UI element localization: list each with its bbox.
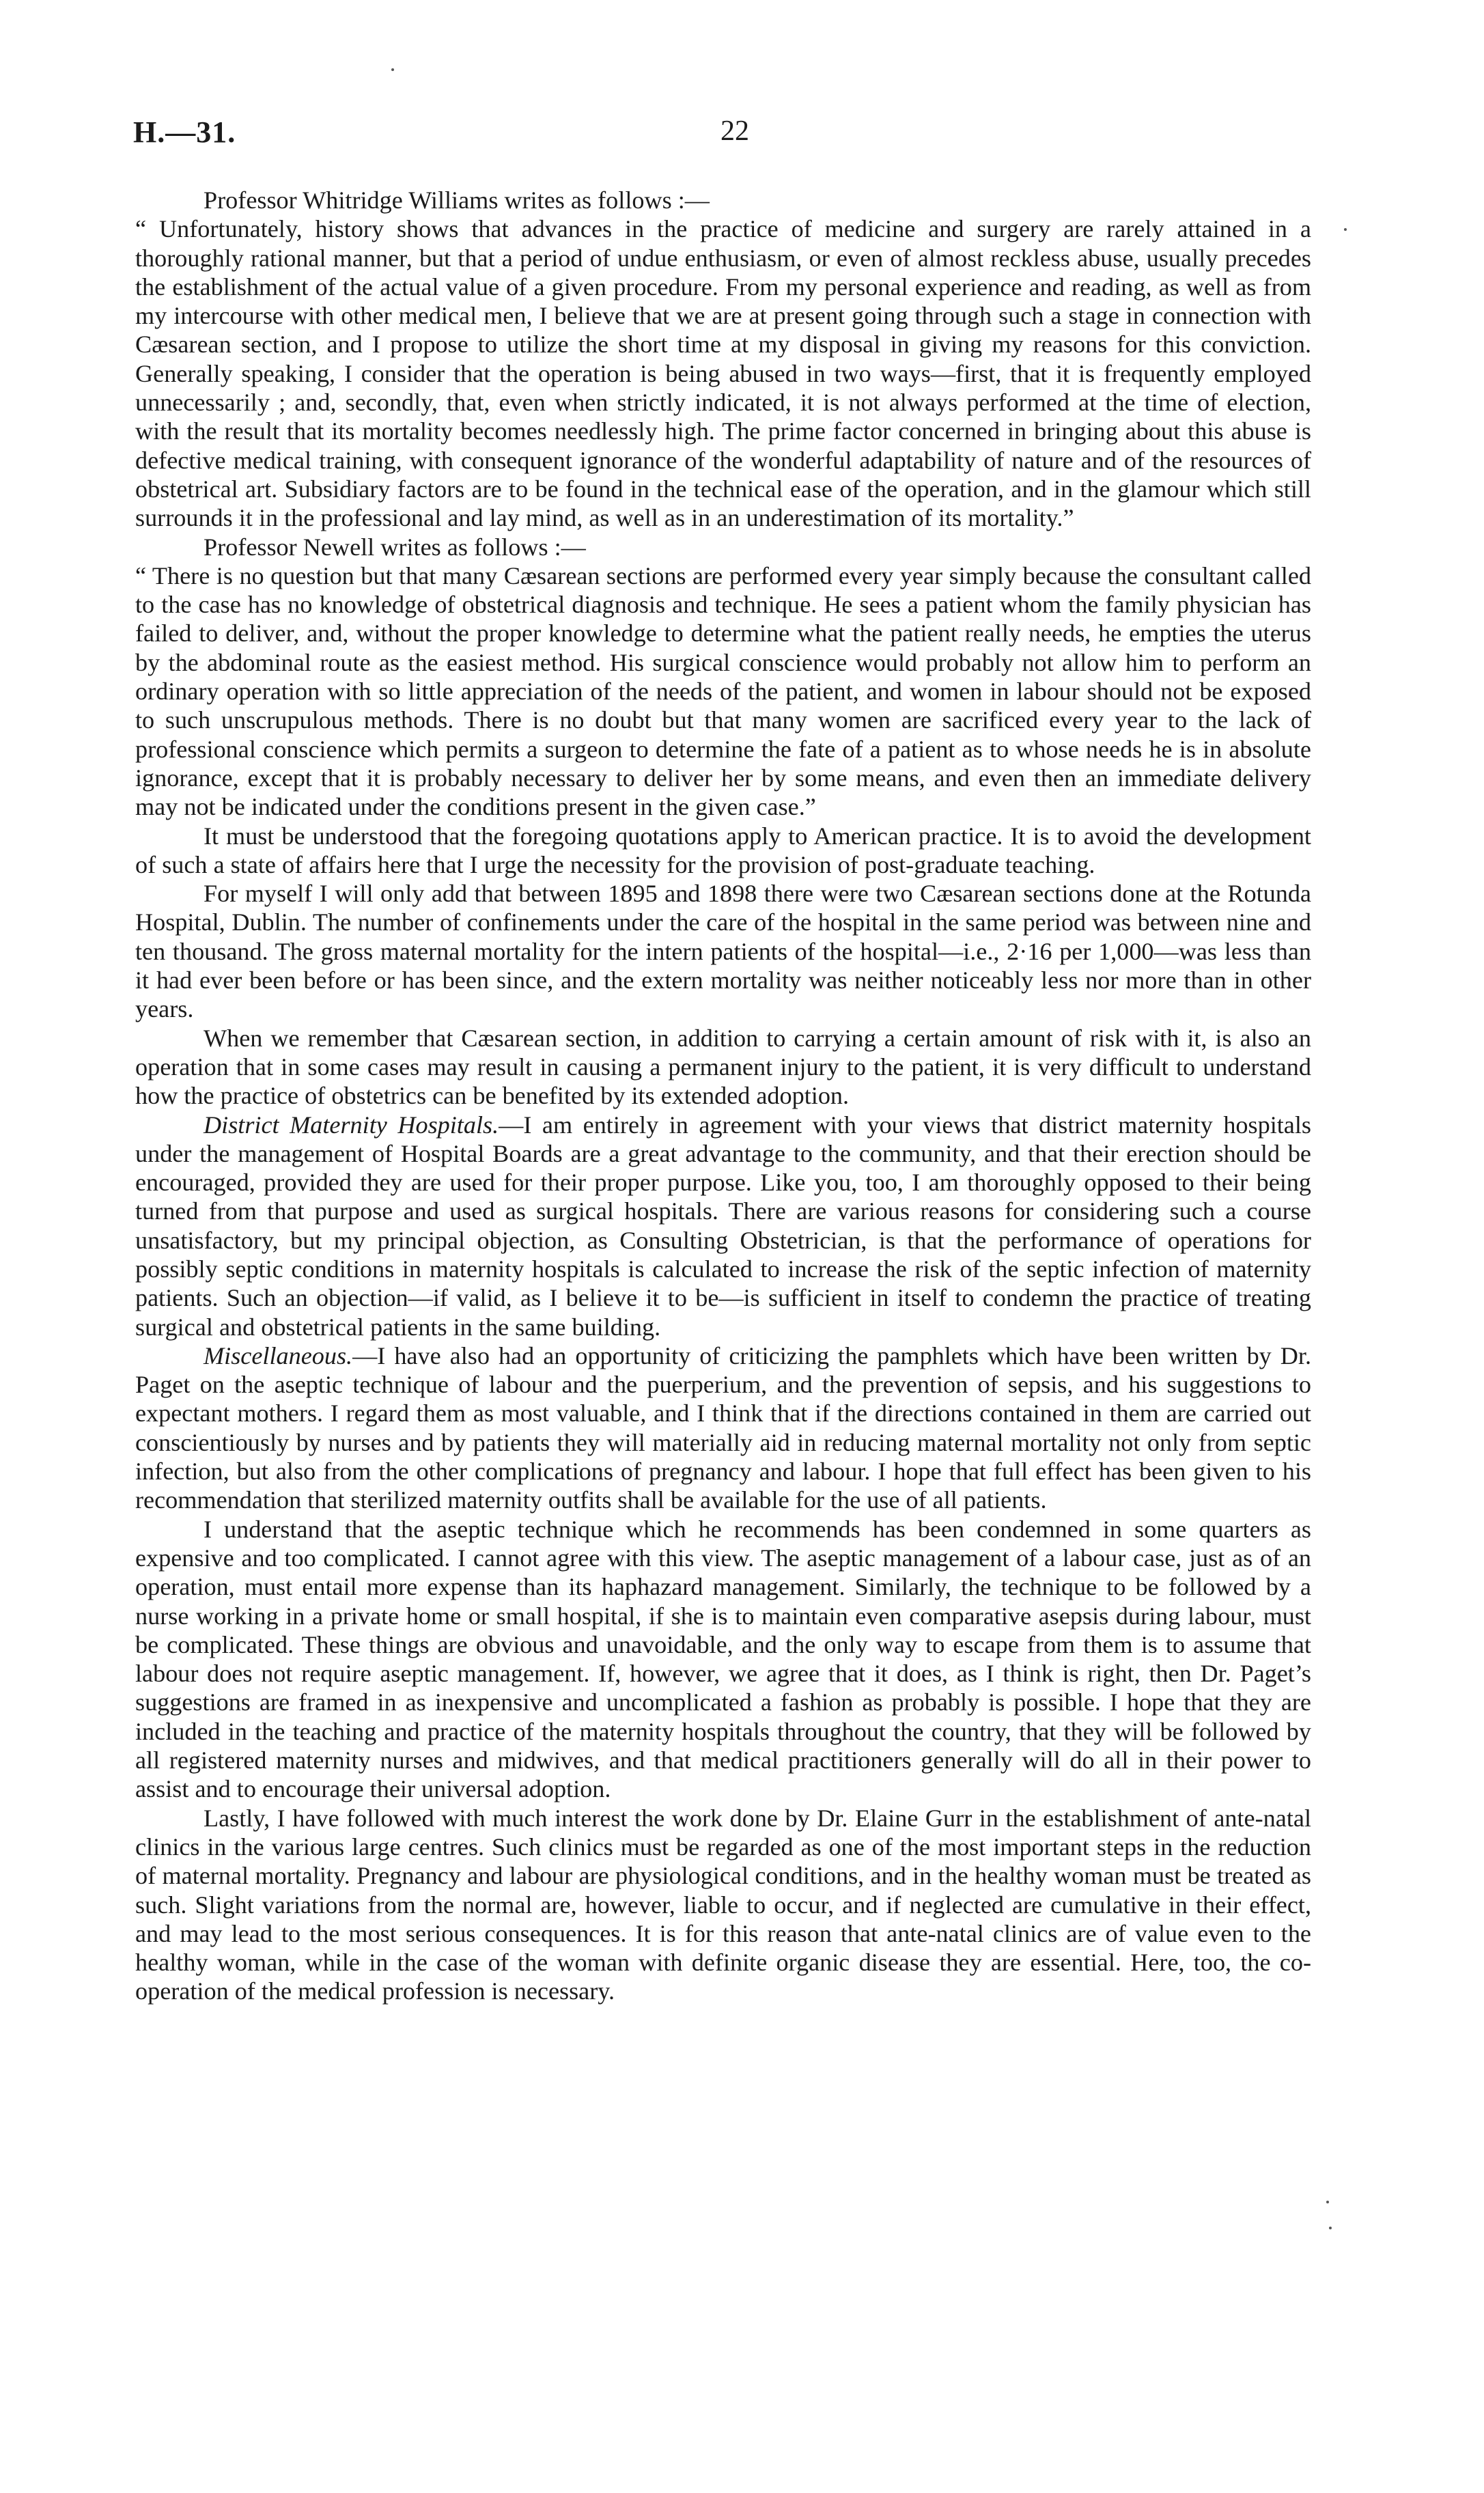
quote-newell: “ There is no question but that many Cæsarean sections are performed every year simply because the consultant called to the case has no knowledge of obstetrical diagnosis and technique. He sees a patient whom the family physician has failed to deliver, and, without the proper knowledge to determine what the patient really needs, he empties the uterus by the abdominal route as the easiest method. His surgical conscience would probably not allow him to perform an ordinary operation with so little appreciation of the needs of the patient, and women in labour should not be exposed to such unscrupulous methods. There is no doubt but that many women are sacrificed every year to the lack of professional conscience which permits a surgeon to determine the fate of a patient as to whose needs he is in absolute ignorance, except that it is probably necessary to deliver her by some means, and even then an immediate delivery may not be indicated under the conditions present in the given case.” — [135, 561, 1311, 821]
paragraph-rotunda-hospital: For myself I will only add that between 1895 and 1898 there were two Cæsarean sections done at the Rotunda Hospital, Dublin. The number of confinements under the care of the hospital in the same period was between nine and ten thousand. The gross maternal mortality for the intern patients of the hospital—i.e., 2·16 per 1,000—was less than it had ever been before or has been since, and the extern mortality was neither noticeably less nor more than in other years. — [135, 880, 1311, 1023]
stray-ink-mark — [1329, 2227, 1332, 2229]
page-number: 22 — [720, 115, 749, 147]
stray-ink-mark — [391, 68, 394, 71]
paragraph-aseptic-technique: I understand that the aseptic technique which he recommends has been condemned in some quarters as expensive and too complicated. I cannot agree with this view. The aseptic management of a labour case, just as of an operation, must entail more expense than its haphazard management. Similarly, the technique to be followed by a nurse working in a private home or small hospital, if she is to maintain even comparative asepsis during labour, must be complicated. These things are obvious and unavoidable, and the only way to escape from them is to assume that labour does not require aseptic management. If, however, we agree that it does, as I think is right, then Dr. Paget’s suggestions are framed in as inexpensive and uncomplicated a fashion as probably is possible. I hope that they are included in the teaching and practice of the maternity hospitals throughout the country, that they will be followed by all registered maternity nurses and midwives, and that medical practitioners generally will do all in their power to assist and to encourage their universal adoption. — [135, 1515, 1311, 1803]
paragraph-caesarean-risk: When we remember that Cæsarean section, in addition to carrying a certain amount of risk with it, is also an operation that in some cases may result in causing a permanent injury to the patient, it is very difficult to understand how the practice of obstetrics can be benefited by its extended adoption. — [135, 1024, 1311, 1110]
section-heading-miscellaneous: Miscellaneous. — [204, 1341, 353, 1369]
document-reference: H.—31. — [133, 115, 236, 149]
section-heading-district-maternity: District Maternity Hospitals. — [204, 1111, 499, 1139]
quote-williams: “ Unfortunately, history shows that advances in the practice of medicine and surgery are rarely attained in a thoroughly rational manner, but that a period of undue enthusiasm, or even of almost reckless abuse, usually precedes the establishment of the actual value of a given procedure. From my personal experience and reading, as well as from my intercourse with other medical men, I believe that we are at present going through such a stage in connection with Cæsarean section, and I propose to utilize the short time at my disposal in giving my reasons for this conviction. Generally speaking, I consider that the operation is being abused in two ways—first, that it is frequently employed unnecessarily ; and, secondly, that, even when strictly indicated, it is not always performed at the time of election, with the result that its mortality becomes needlessly high. The prime factor concerned in bringing about this abuse is defective medical training, with consequent ignorance of the wonderful adaptability of nature and of the resources of obstetrical art. Subsidiary factors are to be found in the technical ease of the operation, and in the glamour which still surrounds it in the professional and lay mind, as well as in an underestimation of its mortality.” — [135, 215, 1311, 532]
paragraph-miscellaneous — [135, 1341, 1311, 1515]
paragraph-american-practice: It must be understood that the foregoing quotations apply to American practice. It is to avoid the development of such a state of affairs here that I urge the necessity for the provision of post-graduate teaching. — [135, 822, 1311, 878]
body-text — [135, 186, 1311, 2006]
stray-ink-mark — [1326, 2201, 1329, 2203]
paragraph-miscellaneous-text: —I have also had an opportunity of criticizing the pamphlets which have been written by Dr. Paget on the aseptic technique of labour and the puerperium, and the prevention of sepsis, and his suggestions to expectant mothers. I regard them as most valuable, and I think that if the directions contained in them are carried out conscientiously by nurses and by patients they will materially aid in reducing maternal mortality not only from septic infection, but also from the other complications of pregnancy and labour. I hope that full effect has been given to his recommendation that sterilized maternity outfits shall be available for the use of all patients. — [135, 1341, 1311, 1514]
paragraph-ante-natal-clinics: Lastly, I have followed with much interest the work done by Dr. Elaine Gurr in the establishment of ante-natal clinics in the various large centres. Such clinics must be regarded as one of the most important steps in the reduction of maternal mortality. Pregnancy and labour are physiological conditions, and in the healthy woman must be treated as such. Slight variations from the normal are, however, liable to occur, and if neglected are cumulative in their effect, and may lead to the most serious consequences. It is for this reason that ante-natal clinics are of value even to the healthy woman, while in the case of the woman with definite organic disease they are essential. Here, too, the co-operation of the medical profession is necessary. — [135, 1804, 1311, 2005]
paragraph-intro-newell: Professor Newell writes as follows :— — [204, 533, 586, 561]
stray-ink-mark — [1344, 228, 1347, 231]
page-header — [133, 115, 1321, 156]
paragraph-district-maternity-text: —I am entirely in agreement with your views that district maternity hospitals under the management of Hospital Boards are a great advantage to the community, and that their erection should be encouraged, provided they are used for their proper purpose. Like you, too, I am thoroughly opposed to their being turned from that purpose and used as surgical hospitals. There are various reasons for considering such a course unsatisfactory, but my principal objection, as Consulting Obstetrician, is that the performance of operations for possibly septic conditions in maternity hospitals is calculated to increase the risk of the septic infection of maternity patients. Such an objection—if valid, as I believe it to be—is sufficient in itself to condemn the practice of treating surgical and obstetrical patients in the same building. — [135, 1111, 1311, 1341]
paragraph-intro-williams: Professor Whitridge Williams writes as follows :— — [204, 186, 710, 214]
paragraph-district-maternity — [135, 1111, 1311, 1341]
